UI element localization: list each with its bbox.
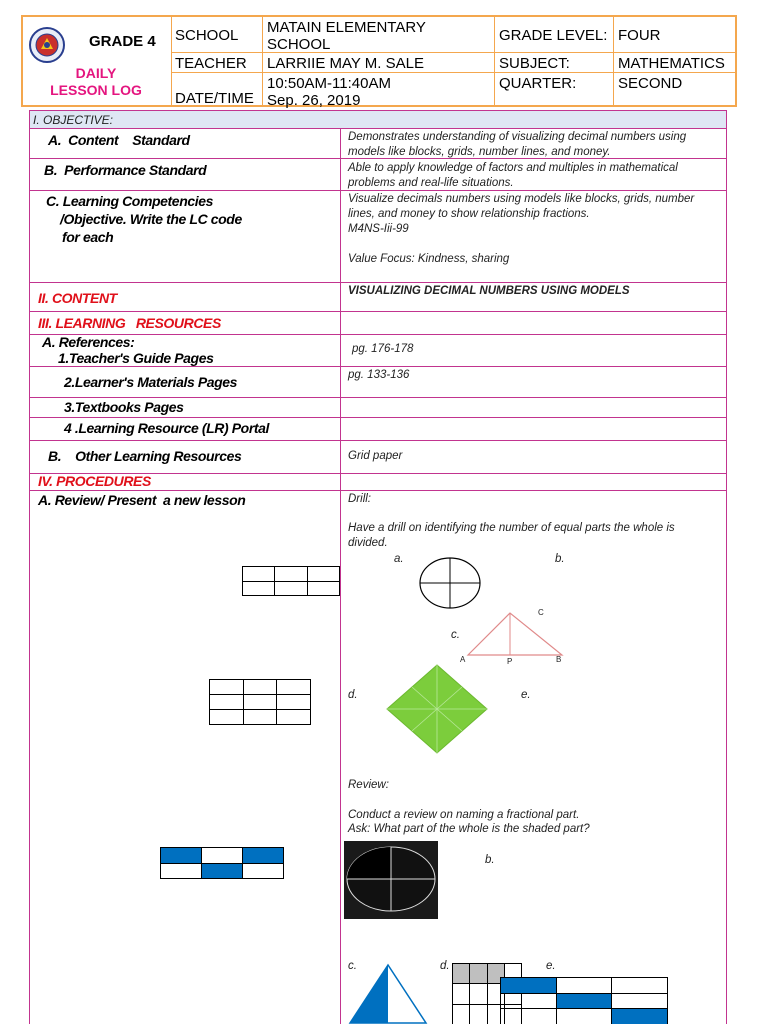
deped-seal-icon xyxy=(29,27,65,63)
content-standard-label: A. Content Standard xyxy=(48,132,190,148)
fig-c-label: c. xyxy=(451,629,460,641)
row-divider xyxy=(30,311,726,312)
fig-a-label: a. xyxy=(394,553,404,565)
competencies-value: Visualize decimals numbers using models like blocks, grids, number lines, and money to show relationship fractions. xyxy=(348,193,695,220)
fig-b-label: b. xyxy=(555,553,565,565)
school-value-line-1: MATAIN ELEMENTARY xyxy=(267,19,426,36)
tri-label-p: P xyxy=(507,657,513,666)
drill-text: Have a drill on identifying the number of equal parts the whole is divided. xyxy=(348,522,675,549)
procedures-label: IV. PROCEDURES xyxy=(38,473,151,489)
performance-standard-value: Able to apply knowledge of factors and multiples in mathematical problems and real-life situations. xyxy=(348,162,678,189)
subject-label: SUBJECT: xyxy=(495,53,614,73)
review-fig-d-label: d. xyxy=(440,960,450,972)
teacher-label: TEACHER xyxy=(171,53,263,73)
content-value: VISUALIZING DECIMAL NUMBERS USING MODELS xyxy=(348,285,630,297)
school-value-line-2: SCHOOL xyxy=(267,36,331,53)
review-heading: Review: xyxy=(348,779,389,791)
tri-label-a: A xyxy=(460,655,466,664)
grade-level-label: GRADE LEVEL: xyxy=(495,17,614,53)
content-standard-value: Demonstrates understanding of visualizing decimal numbers using models like blocks, grids, number lines, and money. xyxy=(348,131,687,158)
lr-portal-label: 4 .Learning Resource (LR) Portal xyxy=(64,420,270,436)
content-label: II. CONTENT xyxy=(38,290,117,306)
subject-value: MATHEMATICS xyxy=(614,53,735,73)
grid-nine-parts xyxy=(209,679,311,725)
review-text-2: Ask: What part of the whole is the shaded part? xyxy=(348,823,590,835)
quarter-label: QUARTER: xyxy=(495,73,614,107)
school-value xyxy=(263,17,495,53)
time-value: 10:50AM-11:40AM xyxy=(267,75,391,92)
performance-standard-label: B. Performance Standard xyxy=(44,162,207,178)
quarter-value: SECOND xyxy=(618,75,683,92)
row-divider xyxy=(30,417,726,418)
title-line-1: DAILY xyxy=(75,65,117,81)
grid-three-parts xyxy=(242,566,340,596)
row-divider xyxy=(30,440,726,441)
lesson-table xyxy=(29,110,727,1024)
review-text-1: Conduct a review on naming a fractional part. xyxy=(348,809,580,821)
learners-materials-label: 2.Learner's Materials Pages xyxy=(64,374,238,390)
textbooks-label: 3.Textbooks Pages xyxy=(64,399,184,415)
school-label: SCHOOL xyxy=(171,17,263,53)
fig-e-label: e. xyxy=(521,689,531,701)
grid-shaded-sixths xyxy=(160,847,284,879)
lc-code: M4NS-Iii-99 xyxy=(348,223,409,235)
fig-d-label: d. xyxy=(348,689,358,701)
value-focus: Value Focus: Kindness, sharing xyxy=(348,253,510,265)
row-divider xyxy=(30,490,726,491)
review-present-label: A. Review/ Present a new lesson xyxy=(38,492,246,508)
tri-label-b: B xyxy=(556,655,562,664)
drill-heading: Drill: xyxy=(348,493,371,505)
objective-heading: I. OBJECTIVE: xyxy=(30,111,726,128)
column-divider xyxy=(340,128,341,1024)
teacher-value: LARRIIE MAY M. SALE xyxy=(263,53,495,73)
teachers-guide-value: pg. 176-178 xyxy=(352,343,414,355)
competencies-label-1: C. Learning Competencies xyxy=(46,193,213,209)
datetime-value xyxy=(263,73,495,107)
shaded-triangle-figure xyxy=(348,963,428,1024)
review-fig-c-label: c. xyxy=(348,960,357,972)
competencies-label-3: for each xyxy=(62,229,114,245)
header-table xyxy=(21,15,737,107)
competencies-label-2: /Objective. Write the LC code xyxy=(60,211,242,227)
row-divider xyxy=(30,128,726,129)
shaded-blue-grid xyxy=(500,977,668,1024)
diamond-figure xyxy=(385,663,489,755)
shaded-circle-figure xyxy=(344,841,438,919)
learners-materials-value: pg. 133-136 xyxy=(348,369,410,381)
learning-resources-label: III. LEARNING RESOURCES xyxy=(38,315,221,331)
references-label: A. References: xyxy=(42,334,135,350)
tri-label-c: C xyxy=(538,608,544,617)
datetime-label: DATE/TIME xyxy=(171,73,263,107)
title-line-2: LESSON LOG xyxy=(50,82,142,98)
row-divider xyxy=(30,397,726,398)
review-fig-e-label: e. xyxy=(546,960,556,972)
circle-quarters-figure xyxy=(418,556,482,610)
other-resources-label: B. Other Learning Resources xyxy=(48,448,242,464)
review-fig-b-label: b. xyxy=(485,854,495,866)
date-value: Sep. 26, 2019 xyxy=(267,92,361,109)
grade-label: GRADE 4 xyxy=(89,33,156,50)
daily-lesson-log-title xyxy=(31,65,161,99)
other-resources-value: Grid paper xyxy=(348,450,403,462)
teachers-guide-label: 1.Teacher's Guide Pages xyxy=(58,350,214,366)
row-divider xyxy=(30,282,726,283)
triangle-figure xyxy=(458,605,568,665)
grade-level-value: FOUR xyxy=(614,17,735,53)
